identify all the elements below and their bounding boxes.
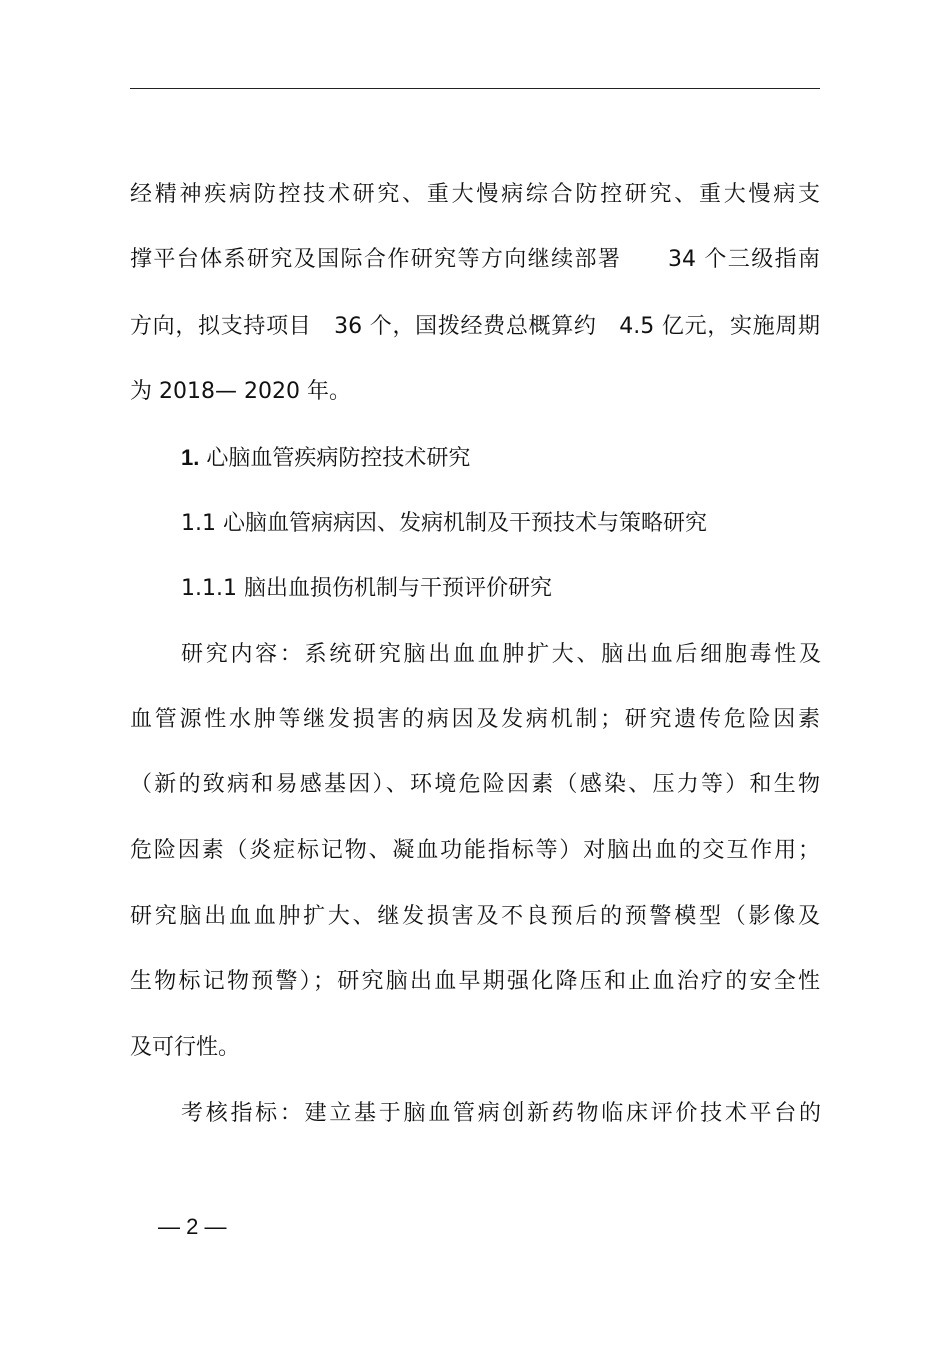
subsubsection-heading: 1.1.1 脑出血损伤机制与干预评价研究: [181, 576, 552, 601]
research-line: （新的致病和易感基因）、环境危险因素（感染、压力等）和生物: [130, 772, 820, 797]
research-line: 血管源性水肿等继发损害的病因及发病机制；研究遗传危险因素: [130, 707, 820, 732]
header-rule: [130, 88, 820, 89]
assessment-line: 考核指标：建立基于脑血管病创新药物临床评价技术平台的: [181, 1101, 821, 1126]
research-line: 研究内容：系统研究脑出血血肿扩大、脑出血后细胞毒性及: [181, 642, 821, 667]
body-line: 撑平台体系研究及国际合作研究等方向继续部署 34 个三级指南: [130, 247, 820, 272]
body-line: 为 2018— 2020 年。: [130, 379, 351, 404]
section-number: 1.: [181, 445, 200, 470]
page-number: — 2 —: [158, 1214, 227, 1239]
section-title: 心脑血管疾病防控技术研究: [206, 446, 471, 471]
research-line: 及可行性。: [130, 1035, 241, 1060]
subsection-heading: 1.1 心脑血管病病因、发病机制及干预技术与策略研究: [181, 511, 707, 536]
section-heading: [181, 443, 821, 474]
research-line: 研究脑出血血肿扩大、继发损害及不良预后的预警模型（影像及: [130, 904, 820, 929]
research-line: 危险因素（炎症标记物、凝血功能指标等）对脑出血的交互作用；: [130, 838, 820, 863]
research-line: 生物标记物预警）；研究脑出血早期强化降压和止血治疗的安全性: [130, 969, 820, 994]
body-line: 方向，拟支持项目 36 个，国拨经费总概算约 4.5 亿元，实施周期: [130, 314, 820, 339]
body-line: 经精神疾病防控技术研究、重大慢病综合防控研究、重大慢病支: [130, 182, 820, 207]
